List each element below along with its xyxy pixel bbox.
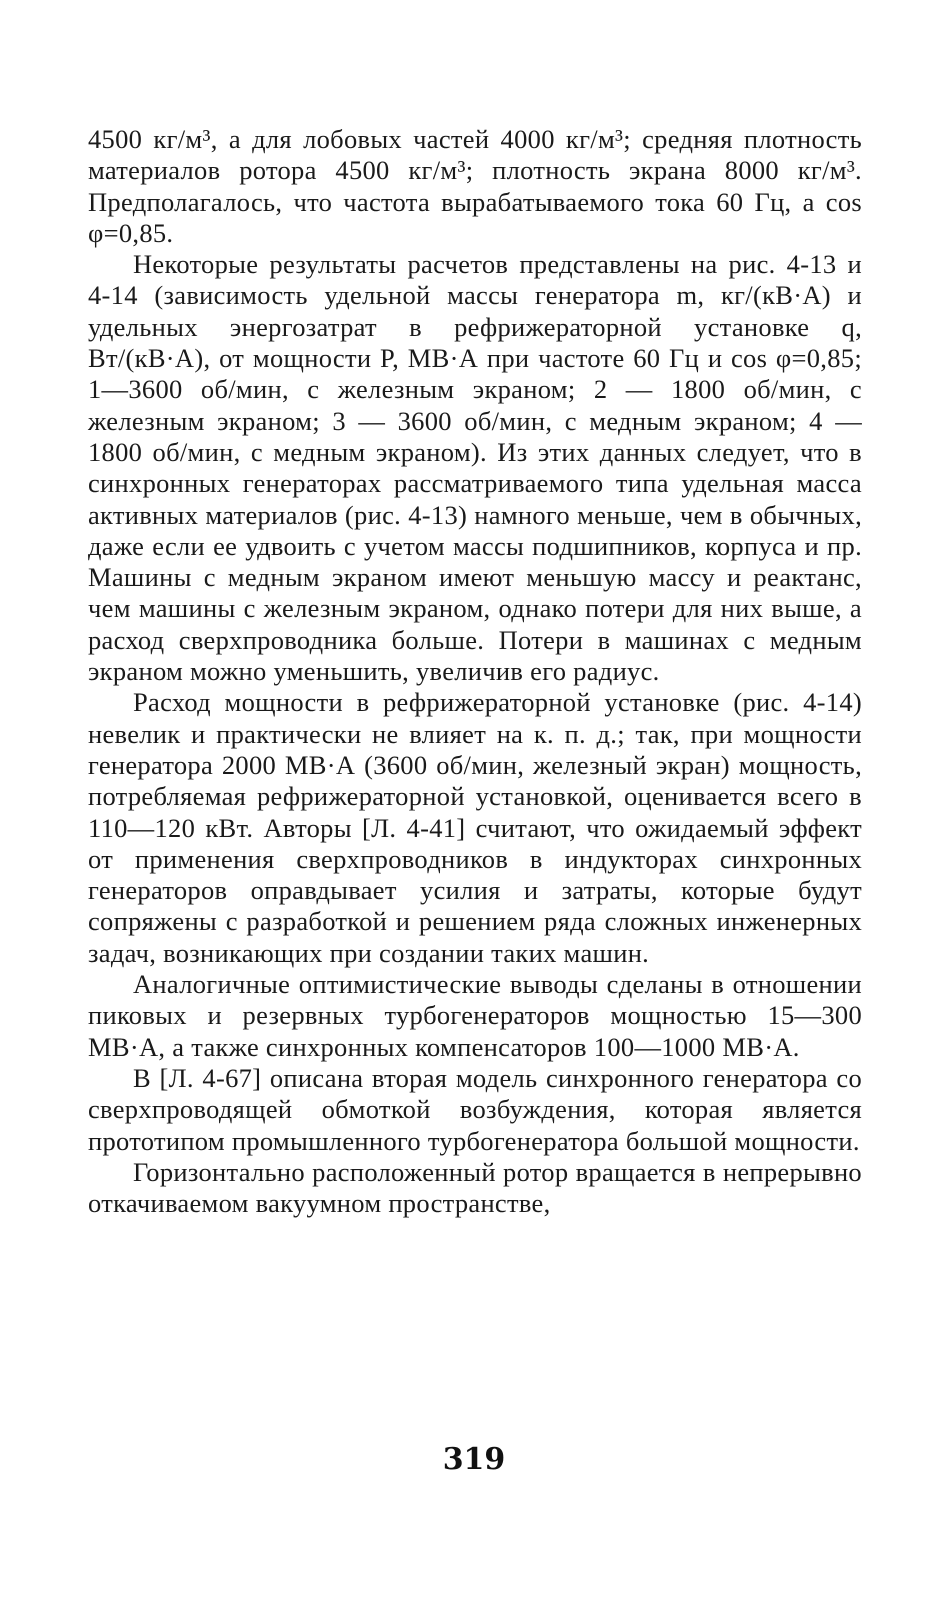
paragraph-5: В [Л. 4-67] описана вторая модель синхронного генератора со сверхпроводящей обмоткой возбуждения, которая является прототипом промышленного турбогенератора большой мощности. [88,1062,862,1156]
paragraph-3: Расход мощности в рефрижераторной установке (рис. 4-14) невелик и практически не влияет на к. п. д.; так, при мощности генератора 2000 МВ·А (3600 об/мин, железный экран) мощность, потребляемая рефрижераторной установкой, оценивается всего в 110—120 кВт. Авторы [Л. 4-41] считают, что ожидаемый эффект от применения сверхпроводников в индукторах синхронных генераторов оправдывает усилия и затраты, которые будут сопряжены с разработкой и решением ряда сложных инженерных задач, возникающих при создании таких машин. [88,687,862,968]
paragraph-4: Аналогичные оптимистические выводы сделаны в отношении пиковых и резервных турбогенераторов мощностью 15—300 МВ·А, а также синхронных компенсаторов 100—1000 МВ·А. [88,969,862,1062]
paragraph-2: Некоторые результаты расчетов представлены на рис. 4-13 и 4-14 (зависимость удельной массы генератора m, кг/(кВ·А) и удельных энергозатрат в рефрижераторной установке q, Вт/(кВ·А), от мощности P, МВ·А при частоте 60 Гц и cos φ=0,85; 1—3600 об/мин, с железным экраном; 2 — 1800 об/мин, с железным экраном; 3 — 3600 об/мин, с медным экраном; 4 — 1800 об/мин, с медным экраном). Из этих данных следует, что в синхронных генераторах рассматриваемого типа удельная масса активных материалов (рис. 4-13) намного меньше, чем в обычных, даже если ее удвоить с учетом массы подшипников, корпуса и пр. Машины с медным экраном имеют меньшую массу и реактанс, чем машины с железным экраном, однако потери для них выше, а расход сверхпроводника больше. Потери в машинах с медным экраном можно уменьшить, увеличив его радиус. [88,249,862,687]
page-number: 319 [442,1442,506,1477]
paragraph-6: Горизонтально расположенный ротор вращается в непрерывно откачиваемом вакуумном пространстве, [88,1156,862,1219]
body-text [88,124,862,1219]
paragraph-1: 4500 кг/м³, а для лобовых частей 4000 кг/м³; средняя плотность материалов ротора 4500 кг/м³; плотность экрана 8000 кг/м³. Предполагалось, что частота вырабатываемого тока 60 Гц, а cos φ=0,85. [88,124,862,248]
